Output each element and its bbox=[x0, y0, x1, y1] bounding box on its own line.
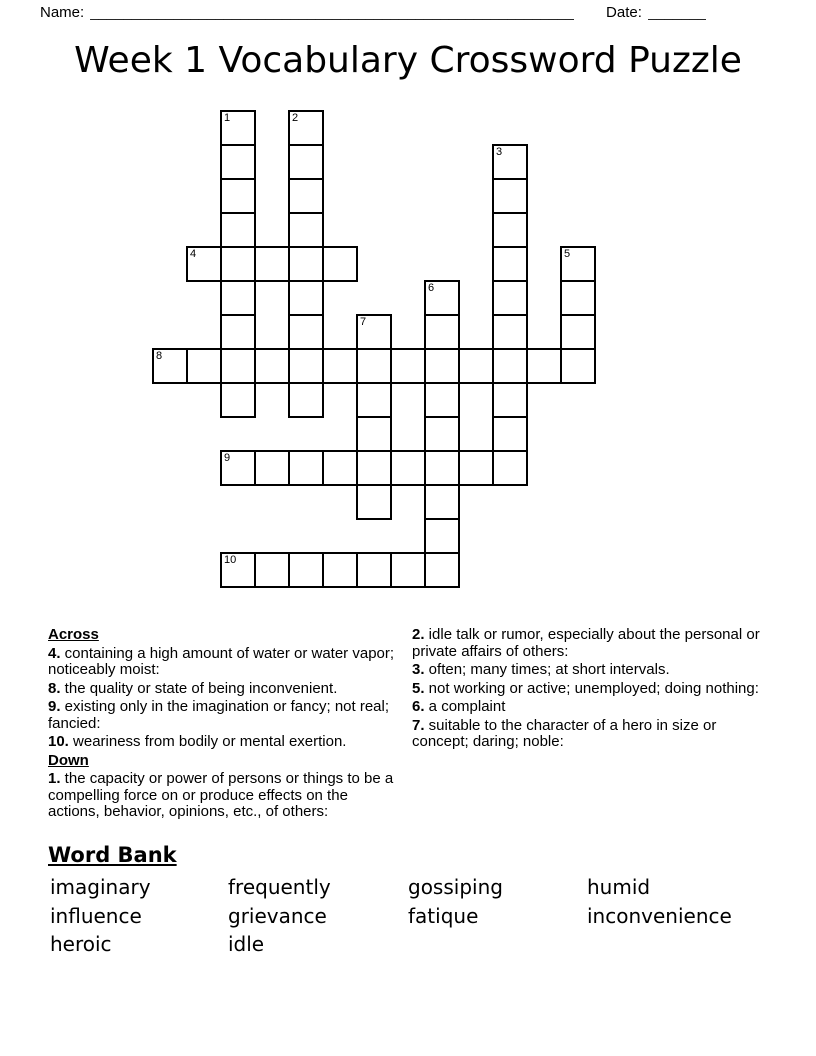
grid-cell[interactable] bbox=[288, 382, 324, 418]
grid-cell[interactable] bbox=[356, 484, 392, 520]
clue-number: 10. bbox=[48, 733, 69, 750]
grid-cell[interactable] bbox=[288, 178, 324, 214]
grid-cell[interactable] bbox=[492, 246, 528, 282]
grid-cell[interactable] bbox=[492, 178, 528, 214]
grid-cell[interactable] bbox=[492, 382, 528, 418]
grid-cell[interactable] bbox=[186, 348, 222, 384]
clue: 7. suitable to the character of a hero in size or concept; daring; noble: bbox=[412, 716, 717, 750]
clue-number: 3. bbox=[412, 661, 425, 678]
clue: 9. existing only in the imagination or fancy; not real; fancied: bbox=[48, 698, 390, 732]
grid-cell[interactable] bbox=[220, 348, 256, 384]
grid-cell[interactable] bbox=[254, 552, 290, 588]
grid-cell[interactable] bbox=[288, 246, 324, 282]
grid-cell[interactable] bbox=[322, 348, 358, 384]
cell-number: 4 bbox=[190, 248, 197, 260]
clues-left-column bbox=[48, 627, 400, 823]
clue-number: 7. bbox=[412, 716, 425, 734]
grid-cell[interactable] bbox=[560, 246, 596, 282]
cell-number: 3 bbox=[496, 146, 503, 158]
cell-number: 2 bbox=[292, 112, 299, 124]
grid-cell[interactable] bbox=[390, 552, 426, 588]
grid-cell[interactable] bbox=[424, 314, 460, 350]
grid-cell[interactable] bbox=[390, 450, 426, 486]
down-clues-list-left bbox=[48, 771, 400, 821]
date-blank-field[interactable]: _______ bbox=[647, 4, 707, 21]
across-clues-list bbox=[48, 646, 400, 751]
grid-cell[interactable] bbox=[220, 382, 256, 418]
down-clues-list-right bbox=[412, 627, 760, 751]
grid-cell[interactable] bbox=[220, 110, 256, 146]
grid-cell[interactable] bbox=[526, 348, 562, 384]
cell-number: 6 bbox=[428, 282, 435, 294]
cell-number: 5 bbox=[564, 248, 571, 260]
grid-cell[interactable] bbox=[424, 280, 460, 316]
grid-cell[interactable] bbox=[152, 348, 188, 384]
grid-cell[interactable] bbox=[492, 144, 528, 180]
cell-number: 9 bbox=[224, 452, 231, 464]
grid-cell[interactable] bbox=[424, 518, 460, 554]
grid-cell[interactable] bbox=[492, 280, 528, 316]
clue-number: 9. bbox=[48, 698, 61, 715]
grid-cell[interactable] bbox=[424, 552, 460, 588]
grid-cell[interactable] bbox=[288, 110, 324, 146]
name-label: Name: bbox=[40, 4, 85, 21]
grid-cell[interactable] bbox=[356, 348, 392, 384]
clue: 4. containing a high amount of water or water vapor; noticeably moist: bbox=[48, 644, 395, 678]
crossword-grid bbox=[152, 110, 598, 590]
word-bank-word: imaginary bbox=[50, 875, 151, 899]
grid-cell[interactable] bbox=[492, 314, 528, 350]
down-heading: Down bbox=[48, 751, 89, 769]
clue: 8. the quality or state of being inconvenient. bbox=[48, 679, 338, 697]
grid-cell[interactable] bbox=[492, 416, 528, 452]
word-bank-heading: Word Bank bbox=[48, 843, 177, 867]
across-heading: Across bbox=[48, 626, 99, 643]
word-bank-word: gossiping bbox=[408, 875, 503, 899]
grid-cell[interactable] bbox=[288, 144, 324, 180]
date-label: Date: bbox=[606, 4, 642, 21]
clue-number: 2. bbox=[412, 626, 425, 643]
grid-cell[interactable] bbox=[220, 450, 256, 486]
clue-number: 5. bbox=[412, 679, 425, 697]
word-bank-word: inconvenience bbox=[587, 903, 732, 928]
word-bank-word: fatique bbox=[408, 903, 479, 928]
word-bank-word: grievance bbox=[228, 903, 327, 928]
grid-cell[interactable] bbox=[560, 280, 596, 316]
grid-cell[interactable] bbox=[288, 348, 324, 384]
grid-cell[interactable] bbox=[288, 552, 324, 588]
grid-cell[interactable] bbox=[254, 246, 290, 282]
grid-cell[interactable] bbox=[492, 212, 528, 248]
cell-number: 1 bbox=[224, 112, 231, 124]
header-row bbox=[40, 4, 742, 21]
page-title: Week 1 Vocabulary Crossword Puzzle bbox=[74, 40, 742, 81]
grid-cell[interactable] bbox=[458, 450, 494, 486]
grid-cell[interactable] bbox=[356, 416, 392, 452]
clue: 1. the capacity or power of persons or things to be a compelling force on or produce effects on the actions, behavior, opinions, etc., of others: bbox=[48, 770, 394, 820]
grid-cell[interactable] bbox=[390, 348, 426, 384]
grid-cell[interactable] bbox=[322, 246, 358, 282]
clue: 3. often; many times; at short intervals. bbox=[412, 661, 670, 678]
clue-number: 4. bbox=[48, 644, 61, 662]
clue-number: 6. bbox=[412, 698, 425, 715]
grid-cell[interactable] bbox=[220, 178, 256, 214]
grid-cell[interactable] bbox=[220, 212, 256, 248]
grid-cell[interactable] bbox=[424, 450, 460, 486]
clue-number: 1. bbox=[48, 770, 61, 787]
grid-cell[interactable] bbox=[220, 314, 256, 350]
name-blank-field[interactable]: __________________________________________________________ bbox=[90, 4, 575, 21]
grid-cell[interactable] bbox=[220, 552, 256, 588]
clue-number: 8. bbox=[48, 679, 61, 697]
grid-cell[interactable] bbox=[322, 450, 358, 486]
grid-cell[interactable] bbox=[356, 314, 392, 350]
word-bank-words bbox=[50, 873, 766, 959]
grid-cell[interactable] bbox=[220, 280, 256, 316]
grid-cell[interactable] bbox=[424, 382, 460, 418]
grid-cell[interactable] bbox=[356, 382, 392, 418]
word-bank-word: idle bbox=[228, 932, 265, 956]
word-bank-word: frequently bbox=[228, 875, 331, 899]
word-bank-word: influence bbox=[50, 903, 142, 928]
grid-cell[interactable] bbox=[254, 348, 290, 384]
grid-cell[interactable] bbox=[560, 314, 596, 350]
clue: 10. weariness from bodily or mental exertion. bbox=[48, 733, 347, 750]
grid-cell[interactable] bbox=[322, 552, 358, 588]
grid-cell[interactable] bbox=[186, 246, 222, 282]
clue: 5. not working or active; unemployed; doing nothing: bbox=[412, 679, 759, 697]
grid-cell[interactable] bbox=[288, 314, 324, 350]
grid-cell[interactable] bbox=[220, 144, 256, 180]
cell-number: 10 bbox=[224, 554, 237, 566]
clues-right-column bbox=[412, 627, 760, 753]
grid-cell[interactable] bbox=[492, 348, 528, 384]
grid-cell[interactable] bbox=[424, 348, 460, 384]
grid-cell[interactable] bbox=[288, 280, 324, 316]
grid-cell[interactable] bbox=[254, 450, 290, 486]
grid-cell[interactable] bbox=[220, 246, 256, 282]
grid-cell[interactable] bbox=[356, 450, 392, 486]
grid-cell[interactable] bbox=[288, 450, 324, 486]
grid-cell[interactable] bbox=[356, 552, 392, 588]
clue: 6. a complaint bbox=[412, 698, 506, 715]
word-bank-word: heroic bbox=[50, 932, 112, 956]
word-bank-word: humid bbox=[587, 875, 651, 899]
cell-number: 7 bbox=[360, 316, 367, 328]
grid-cell[interactable] bbox=[458, 348, 494, 384]
cell-number: 8 bbox=[156, 350, 163, 362]
grid-cell[interactable] bbox=[424, 416, 460, 452]
grid-cell[interactable] bbox=[288, 212, 324, 248]
grid-cell[interactable] bbox=[492, 450, 528, 486]
grid-cell[interactable] bbox=[560, 348, 596, 384]
grid-cell[interactable] bbox=[424, 484, 460, 520]
clue: 2. idle talk or rumor, especially about the personal or private affairs of others: bbox=[412, 626, 760, 660]
